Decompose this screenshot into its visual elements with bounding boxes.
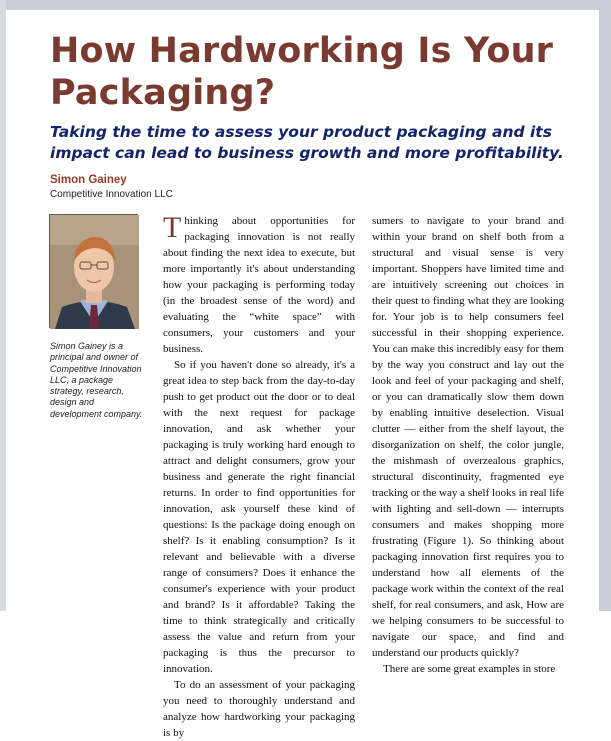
article-subtitle: Taking the time to assess your product packaging and its impact can lead to business growth and more profitability. <box>50 123 564 162</box>
column2-paragraph-1: sumers to navigate to your brand and within your brand on shelf both from a structural and visual sense is very important. Shoppers have limited time and are intuitively screening out choices in their quest to finding what they are looking for. Your job is to help consumers feel successful in their shopping experience. You can make this incredibly easy for them by the way you construct and lay out the look and feel of your packaging and shelf, or you can dramatically slow them down by enabling intuitive deselection. Visual clutter — either from the shelf layout, the disorganization on shelf, the color jungle, the mishmash of overzealous graphics, structural discontinuity, fragmented eye tracking or the way a shelf looks in real life with lighting and sell-down — interrupts consumers and makes shopping more frustrating (Figure 1). So thinking about packaging innovation first requires you to understand how all elements of the package work within the context of the real shelf, for real consumers, and ask, How are we helping consumers to be successful to navigate our space, and find and understand our products quickly? <box>372 215 564 659</box>
column2-paragraph-2: There are some great examples in store <box>383 663 556 675</box>
page-right-edge <box>599 0 611 611</box>
column1-paragraph-1-text: hinking about opportunities for packaging innovation is not really about finding the next idea to execute, but more importantly it's about understanding how your packaging is performing today (in the broadest sense of the word) and evaluating the “white space” with consumers, your customers and your business. <box>163 215 355 355</box>
author-name: Simon Gainey <box>50 174 127 186</box>
column1-paragraph-3: To do an assessment of your packaging you need to thoroughly understand and analyze how hardworking your packaging is by <box>163 679 355 739</box>
photo-caption: Simon Gainey is a principal and owner of Competitive Innovation LLC, a package strategy, research, design and development company. <box>50 341 143 419</box>
article-column-1 <box>163 213 355 741</box>
author-organization: Competitive Innovation LLC <box>50 189 173 200</box>
column1-paragraph-2: So if you haven't done so already, it's a great idea to step back from the day-to-day push to get product out the door or to deal with the next request for package innovation, and ask whether your packaging is truly working hard enough to attract and delight consumers, grow your business and generate the right financial returns. In order to find opportunities for innovation, ask yourself these kind of questions: Is the package doing enough on shelf? Is it enabling consumption? Is it relevant and believable with a diverse range of consumers? Does it enhance the consumer's experience with your product and brand? Is it affordable? Taking the time to think strategically and critically assess the value and return from your packaging is thus the precursor to innovation. <box>163 359 355 675</box>
drop-cap: T <box>163 211 182 244</box>
page-top-edge <box>0 0 611 10</box>
author-photo <box>49 214 138 328</box>
author-portrait-image <box>50 215 139 329</box>
page-left-edge <box>0 0 6 611</box>
article-title: How Hardworking Is Your Packaging? <box>50 31 554 113</box>
column1-paragraph-1 <box>163 213 355 357</box>
article-column-2 <box>372 213 564 677</box>
